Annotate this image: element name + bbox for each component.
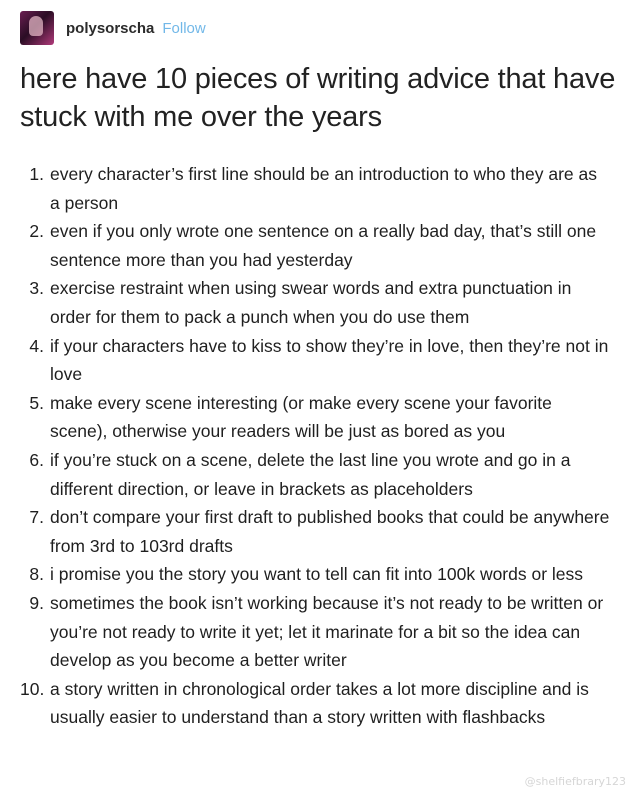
list-item bbox=[20, 160, 620, 217]
list-item bbox=[20, 503, 620, 560]
list-item-text: even if you only wrote one sentence on a really bad day, that’s still one sentence more than you had yesterday bbox=[50, 221, 597, 270]
list-item-text: exercise restraint when using swear words and extra punctuation in order for them to pack a punch when you do use them bbox=[50, 278, 572, 327]
list-item-text: a story written in chronological order takes a lot more discipline and is usually easier to understand than a story written with flashbacks bbox=[50, 678, 589, 728]
post-title: here have 10 pieces of writing advice that have stuck with me over the years bbox=[20, 63, 616, 133]
list-item-text: if you’re stuck on a scene, delete the last line you wrote and go in a different direction, or leave in brackets as placeholders bbox=[50, 449, 571, 499]
list-item-text: if your characters have to kiss to show they’re in love, then they’re not in love bbox=[50, 335, 609, 385]
list-item bbox=[20, 446, 620, 503]
list-item-text: don’t compare your first draft to published books that could be anywhere from 3rd to 103rd drafts bbox=[50, 507, 610, 556]
watermark: @shelfiefbrary123 bbox=[524, 775, 626, 788]
list-item bbox=[20, 217, 620, 274]
list-item-number: 1. bbox=[29, 164, 44, 184]
username-link[interactable]: polysorscha bbox=[66, 19, 155, 37]
post-header bbox=[20, 10, 206, 46]
list-item-number: 2. bbox=[29, 221, 44, 242]
list-item-text: i promise you the story you want to tell can fit into 100k words or less bbox=[50, 564, 584, 585]
list-item-text: sometimes the book isn’t working because it’s not ready to be written or you’re not ready to write it yet; let it marinate for a bit so the idea can develop as you become a better writer bbox=[50, 592, 604, 671]
list-item-number: 8. bbox=[29, 564, 44, 585]
list-item bbox=[20, 332, 620, 389]
list-item bbox=[20, 675, 620, 732]
list-item bbox=[20, 274, 620, 331]
list-item-number: 3. bbox=[29, 278, 44, 299]
list-item bbox=[20, 560, 620, 589]
list-item-number: 7. bbox=[29, 507, 44, 528]
follow-button[interactable]: Follow bbox=[162, 19, 206, 37]
avatar[interactable] bbox=[20, 11, 54, 45]
list-item-number: 4. bbox=[29, 335, 44, 356]
list-item bbox=[20, 589, 620, 675]
advice-list bbox=[20, 160, 620, 732]
list-item bbox=[20, 389, 620, 446]
list-item-number: 9. bbox=[29, 592, 44, 613]
list-item-number: 10. bbox=[20, 678, 45, 699]
list-item-number: 6. bbox=[29, 449, 44, 470]
list-item-text: make every scene interesting (or make every scene your favorite scene), otherwise your readers will be just as bored as you bbox=[50, 392, 552, 442]
list-item-number: 5. bbox=[29, 392, 44, 413]
list-item-text: every character’s first line should be an introduction to who they are as a person bbox=[50, 164, 598, 213]
